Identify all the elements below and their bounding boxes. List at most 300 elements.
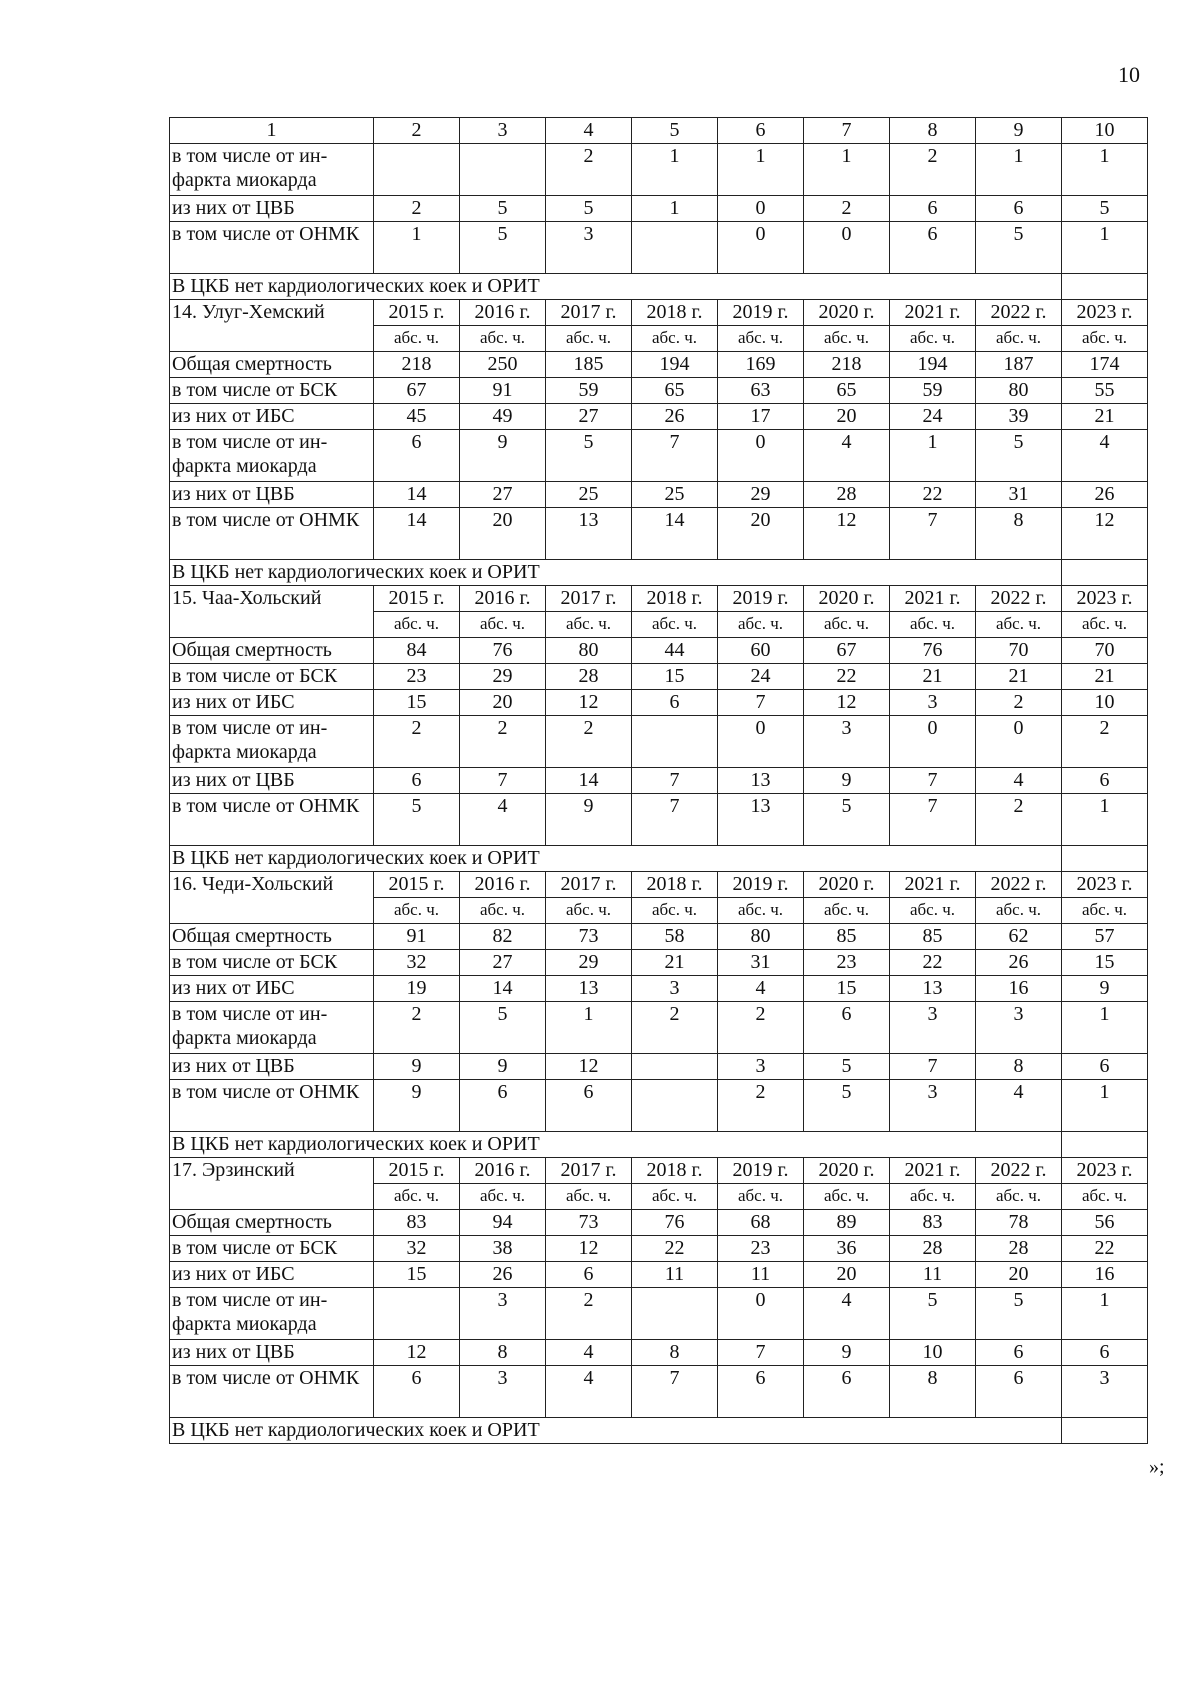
value-cell: 16 [976, 976, 1062, 1002]
value-cell: 29 [718, 482, 804, 508]
row-label: Общая смертность [170, 638, 374, 664]
value-cell: 2 [546, 144, 632, 196]
unit-cell: абс. ч. [460, 612, 546, 638]
value-cell: 27 [460, 482, 546, 508]
table-row [170, 196, 1148, 222]
value-cell: 8 [460, 1340, 546, 1366]
value-cell [460, 144, 546, 196]
year-cell: 2017 г. [546, 300, 632, 326]
value-cell: 13 [718, 768, 804, 794]
value-cell: 20 [976, 1262, 1062, 1288]
value-cell: 1 [1062, 1080, 1148, 1132]
year-cell: 2015 г. [374, 1158, 460, 1184]
value-cell: 73 [546, 924, 632, 950]
value-cell: 11 [890, 1262, 976, 1288]
value-cell: 0 [890, 716, 976, 768]
unit-cell: абс. ч. [890, 898, 976, 924]
value-cell: 70 [976, 638, 1062, 664]
year-cell: 2020 г. [804, 872, 890, 898]
value-cell: 49 [460, 404, 546, 430]
year-cell: 2015 г. [374, 872, 460, 898]
row-label: в том числе от БСК [170, 378, 374, 404]
value-cell: 194 [632, 352, 718, 378]
value-cell: 5 [460, 196, 546, 222]
unit-cell: абс. ч. [976, 1184, 1062, 1210]
value-cell: 9 [374, 1080, 460, 1132]
unit-cell: абс. ч. [460, 1184, 546, 1210]
value-cell: 68 [718, 1210, 804, 1236]
year-cell: 2019 г. [718, 1158, 804, 1184]
value-cell: 5 [976, 1288, 1062, 1340]
year-cell: 2021 г. [890, 300, 976, 326]
value-cell: 9 [1062, 976, 1148, 1002]
value-cell: 28 [804, 482, 890, 508]
value-cell: 89 [804, 1210, 890, 1236]
year-cell: 2023 г. [1062, 872, 1148, 898]
value-cell: 7 [890, 768, 976, 794]
value-cell: 185 [546, 352, 632, 378]
value-cell: 26 [1062, 482, 1148, 508]
value-cell: 4 [804, 430, 890, 482]
table-row [170, 1002, 1148, 1054]
year-cell: 2016 г. [460, 872, 546, 898]
row-label: в том числе от ОНМК [170, 1366, 374, 1418]
value-cell: 169 [718, 352, 804, 378]
unit-cell: абс. ч. [546, 1184, 632, 1210]
row-label: в том числе от ин-фаркта миокарда [170, 1288, 374, 1340]
row-label: из них от ЦВБ [170, 196, 374, 222]
value-cell: 20 [718, 508, 804, 560]
value-cell: 6 [976, 196, 1062, 222]
year-cell: 2022 г. [976, 586, 1062, 612]
value-cell: 2 [546, 716, 632, 768]
value-cell: 15 [1062, 950, 1148, 976]
value-cell: 26 [976, 950, 1062, 976]
value-cell: 9 [804, 768, 890, 794]
value-cell: 38 [460, 1236, 546, 1262]
column-number-row [170, 118, 1148, 144]
value-cell: 91 [374, 924, 460, 950]
year-cell: 2022 г. [976, 1158, 1062, 1184]
column-number-cell: 6 [718, 118, 804, 144]
value-cell: 27 [460, 950, 546, 976]
value-cell: 3 [1062, 1366, 1148, 1418]
column-number-cell: 4 [546, 118, 632, 144]
value-cell: 5 [460, 222, 546, 274]
year-cell: 2023 г. [1062, 1158, 1148, 1184]
unit-cell: абс. ч. [718, 898, 804, 924]
row-label: в том числе от ОНМК [170, 222, 374, 274]
value-cell: 14 [632, 508, 718, 560]
value-cell: 56 [1062, 1210, 1148, 1236]
value-cell: 6 [1062, 768, 1148, 794]
value-cell: 58 [632, 924, 718, 950]
table-row [170, 716, 1148, 768]
region-header-row [170, 872, 1148, 898]
value-cell: 7 [718, 1340, 804, 1366]
value-cell: 6 [804, 1002, 890, 1054]
value-cell [632, 1054, 718, 1080]
value-cell: 13 [890, 976, 976, 1002]
value-cell: 6 [976, 1340, 1062, 1366]
value-cell: 6 [374, 768, 460, 794]
table-row [170, 638, 1148, 664]
value-cell: 3 [546, 222, 632, 274]
value-cell: 5 [804, 794, 890, 846]
unit-cell: абс. ч. [976, 898, 1062, 924]
year-cell: 2020 г. [804, 300, 890, 326]
value-cell: 1 [1062, 1002, 1148, 1054]
value-cell: 11 [718, 1262, 804, 1288]
row-label: в том числе от ОНМК [170, 1080, 374, 1132]
value-cell: 10 [1062, 690, 1148, 716]
value-cell: 23 [804, 950, 890, 976]
year-cell: 2017 г. [546, 586, 632, 612]
year-cell: 2019 г. [718, 586, 804, 612]
unit-cell: абс. ч. [890, 1184, 976, 1210]
unit-cell: абс. ч. [1062, 898, 1148, 924]
value-cell [632, 222, 718, 274]
row-label: в том числе от БСК [170, 1236, 374, 1262]
value-cell: 5 [374, 794, 460, 846]
table-row [170, 404, 1148, 430]
value-cell: 2 [1062, 716, 1148, 768]
empty-cell [1062, 846, 1148, 872]
value-cell: 5 [546, 196, 632, 222]
table-row [170, 508, 1148, 560]
value-cell: 7 [460, 768, 546, 794]
unit-cell: абс. ч. [890, 612, 976, 638]
unit-cell: абс. ч. [718, 612, 804, 638]
value-cell: 15 [632, 664, 718, 690]
table-row [170, 1210, 1148, 1236]
value-cell: 12 [546, 1236, 632, 1262]
table-row [170, 1262, 1148, 1288]
value-cell: 70 [1062, 638, 1148, 664]
column-number-cell: 1 [170, 118, 374, 144]
unit-cell: абс. ч. [890, 326, 976, 352]
year-cell: 2016 г. [460, 586, 546, 612]
row-label: в том числе от ин-фаркта миокарда [170, 716, 374, 768]
unit-cell: абс. ч. [718, 1184, 804, 1210]
row-label: в том числе от БСК [170, 664, 374, 690]
table-row [170, 794, 1148, 846]
table-row [170, 430, 1148, 482]
value-cell: 62 [976, 924, 1062, 950]
note-row [170, 1418, 1148, 1444]
unit-cell: абс. ч. [976, 326, 1062, 352]
value-cell: 21 [1062, 664, 1148, 690]
row-label: из них от ЦВБ [170, 1340, 374, 1366]
year-cell: 2018 г. [632, 1158, 718, 1184]
value-cell: 3 [890, 690, 976, 716]
value-cell: 14 [374, 508, 460, 560]
column-number-cell: 10 [1062, 118, 1148, 144]
table-row [170, 690, 1148, 716]
value-cell: 1 [632, 144, 718, 196]
table-row [170, 1366, 1148, 1418]
value-cell: 15 [804, 976, 890, 1002]
column-number-cell: 7 [804, 118, 890, 144]
unit-cell: абс. ч. [632, 612, 718, 638]
value-cell: 12 [804, 690, 890, 716]
value-cell: 11 [632, 1262, 718, 1288]
unit-cell: абс. ч. [546, 326, 632, 352]
value-cell: 73 [546, 1210, 632, 1236]
value-cell: 45 [374, 404, 460, 430]
year-cell: 2023 г. [1062, 586, 1148, 612]
empty-cell [1062, 1132, 1148, 1158]
value-cell: 0 [804, 222, 890, 274]
value-cell: 20 [804, 404, 890, 430]
value-cell: 5 [546, 430, 632, 482]
value-cell: 3 [460, 1288, 546, 1340]
value-cell: 14 [546, 768, 632, 794]
value-cell: 31 [976, 482, 1062, 508]
row-label: из них от ИБС [170, 404, 374, 430]
year-cell: 2020 г. [804, 586, 890, 612]
value-cell [632, 1080, 718, 1132]
value-cell: 83 [374, 1210, 460, 1236]
year-cell: 2016 г. [460, 1158, 546, 1184]
value-cell: 26 [632, 404, 718, 430]
table-row [170, 1236, 1148, 1262]
row-label: в том числе от ин-фаркта миокарда [170, 144, 374, 196]
table-row [170, 144, 1148, 196]
mortality-table [169, 117, 1148, 1444]
value-cell: 2 [632, 1002, 718, 1054]
value-cell: 9 [804, 1340, 890, 1366]
value-cell: 94 [460, 1210, 546, 1236]
unit-cell: абс. ч. [546, 898, 632, 924]
row-label: из них от ЦВБ [170, 1054, 374, 1080]
value-cell: 22 [632, 1236, 718, 1262]
value-cell: 6 [1062, 1054, 1148, 1080]
value-cell: 2 [976, 690, 1062, 716]
value-cell: 14 [374, 482, 460, 508]
value-cell [632, 716, 718, 768]
value-cell: 1 [1062, 222, 1148, 274]
unit-cell: абс. ч. [976, 612, 1062, 638]
value-cell: 31 [718, 950, 804, 976]
value-cell: 3 [976, 1002, 1062, 1054]
value-cell: 5 [804, 1054, 890, 1080]
value-cell: 2 [546, 1288, 632, 1340]
value-cell: 13 [546, 508, 632, 560]
value-cell: 16 [1062, 1262, 1148, 1288]
value-cell: 5 [1062, 196, 1148, 222]
table-row [170, 950, 1148, 976]
value-cell: 55 [1062, 378, 1148, 404]
value-cell: 1 [718, 144, 804, 196]
value-cell: 1 [632, 196, 718, 222]
value-cell: 60 [718, 638, 804, 664]
value-cell: 9 [546, 794, 632, 846]
value-cell: 26 [460, 1262, 546, 1288]
value-cell: 15 [374, 690, 460, 716]
unit-cell: абс. ч. [632, 326, 718, 352]
value-cell: 27 [546, 404, 632, 430]
row-label: в том числе от ОНМК [170, 794, 374, 846]
value-cell: 28 [976, 1236, 1062, 1262]
value-cell: 65 [804, 378, 890, 404]
table-row [170, 352, 1148, 378]
value-cell: 2 [374, 1002, 460, 1054]
region-title: 15. Чаа-Хольский [170, 586, 374, 638]
value-cell: 24 [718, 664, 804, 690]
value-cell: 13 [718, 794, 804, 846]
value-cell: 85 [890, 924, 976, 950]
unit-cell: абс. ч. [460, 898, 546, 924]
value-cell: 12 [546, 1054, 632, 1080]
table-row [170, 1054, 1148, 1080]
value-cell: 6 [890, 222, 976, 274]
value-cell: 36 [804, 1236, 890, 1262]
value-cell: 3 [890, 1002, 976, 1054]
row-label: Общая смертность [170, 352, 374, 378]
value-cell: 67 [804, 638, 890, 664]
year-cell: 2023 г. [1062, 300, 1148, 326]
value-cell: 6 [374, 1366, 460, 1418]
value-cell: 6 [460, 1080, 546, 1132]
value-cell: 2 [804, 196, 890, 222]
value-cell: 2 [374, 716, 460, 768]
value-cell: 80 [546, 638, 632, 664]
row-label: из них от ЦВБ [170, 482, 374, 508]
value-cell: 22 [1062, 1236, 1148, 1262]
value-cell: 2 [460, 716, 546, 768]
value-cell: 17 [718, 404, 804, 430]
year-cell: 2021 г. [890, 872, 976, 898]
column-number-cell: 5 [632, 118, 718, 144]
table-row [170, 1080, 1148, 1132]
value-cell: 8 [976, 1054, 1062, 1080]
value-cell: 20 [460, 690, 546, 716]
column-number-cell: 3 [460, 118, 546, 144]
value-cell: 28 [546, 664, 632, 690]
value-cell: 25 [546, 482, 632, 508]
value-cell: 84 [374, 638, 460, 664]
empty-cell [1062, 560, 1148, 586]
value-cell: 12 [374, 1340, 460, 1366]
value-cell: 0 [718, 1288, 804, 1340]
value-cell: 5 [976, 430, 1062, 482]
value-cell: 9 [460, 1054, 546, 1080]
value-cell: 22 [890, 950, 976, 976]
value-cell: 3 [804, 716, 890, 768]
value-cell: 2 [374, 196, 460, 222]
unit-cell: абс. ч. [804, 1184, 890, 1210]
value-cell: 15 [374, 1262, 460, 1288]
year-cell: 2016 г. [460, 300, 546, 326]
year-cell: 2018 г. [632, 872, 718, 898]
value-cell: 0 [976, 716, 1062, 768]
unit-cell: абс. ч. [374, 612, 460, 638]
value-cell: 21 [632, 950, 718, 976]
region-header-row [170, 1158, 1148, 1184]
value-cell: 7 [890, 508, 976, 560]
row-label: из них от ИБС [170, 690, 374, 716]
value-cell [632, 1288, 718, 1340]
value-cell: 14 [460, 976, 546, 1002]
value-cell: 5 [460, 1002, 546, 1054]
value-cell: 9 [460, 430, 546, 482]
unit-cell: абс. ч. [632, 898, 718, 924]
row-label: в том числе от ин-фаркта миокарда [170, 430, 374, 482]
value-cell: 23 [718, 1236, 804, 1262]
value-cell: 4 [718, 976, 804, 1002]
value-cell: 1 [976, 144, 1062, 196]
value-cell: 29 [546, 950, 632, 976]
value-cell: 10 [890, 1340, 976, 1366]
unit-cell: абс. ч. [1062, 326, 1148, 352]
note-cell: В ЦКБ нет кардиологических коек и ОРИТ [170, 274, 1062, 300]
value-cell: 0 [718, 196, 804, 222]
year-cell: 2018 г. [632, 300, 718, 326]
value-cell: 67 [374, 378, 460, 404]
table-row [170, 924, 1148, 950]
value-cell: 24 [890, 404, 976, 430]
value-cell: 8 [632, 1340, 718, 1366]
unit-cell: абс. ч. [374, 1184, 460, 1210]
value-cell: 32 [374, 1236, 460, 1262]
row-label: в том числе от БСК [170, 950, 374, 976]
value-cell: 194 [890, 352, 976, 378]
year-cell: 2015 г. [374, 300, 460, 326]
year-cell: 2018 г. [632, 586, 718, 612]
closing-mark: »; [1149, 1456, 1165, 1478]
column-number-cell: 8 [890, 118, 976, 144]
value-cell: 63 [718, 378, 804, 404]
value-cell: 7 [890, 1054, 976, 1080]
value-cell: 2 [718, 1080, 804, 1132]
value-cell: 3 [460, 1366, 546, 1418]
note-row [170, 560, 1148, 586]
value-cell: 7 [632, 430, 718, 482]
value-cell: 59 [890, 378, 976, 404]
value-cell: 218 [804, 352, 890, 378]
unit-cell: абс. ч. [374, 898, 460, 924]
value-cell: 76 [890, 638, 976, 664]
note-row [170, 846, 1148, 872]
value-cell: 6 [632, 690, 718, 716]
value-cell: 218 [374, 352, 460, 378]
year-cell: 2020 г. [804, 1158, 890, 1184]
region-header-row [170, 300, 1148, 326]
row-label: из них от ИБС [170, 1262, 374, 1288]
region-title: 14. Улуг-Хемский [170, 300, 374, 352]
table-row [170, 664, 1148, 690]
region-header-row [170, 586, 1148, 612]
year-cell: 2021 г. [890, 586, 976, 612]
value-cell: 6 [804, 1366, 890, 1418]
year-cell: 2022 г. [976, 300, 1062, 326]
unit-cell: абс. ч. [804, 898, 890, 924]
value-cell: 4 [976, 1080, 1062, 1132]
year-cell: 2015 г. [374, 586, 460, 612]
note-row [170, 274, 1148, 300]
value-cell: 1 [546, 1002, 632, 1054]
note-row [170, 1132, 1148, 1158]
value-cell: 1 [1062, 144, 1148, 196]
unit-cell: абс. ч. [804, 326, 890, 352]
unit-cell: абс. ч. [804, 612, 890, 638]
row-label: из них от ИБС [170, 976, 374, 1002]
value-cell: 5 [804, 1080, 890, 1132]
value-cell: 8 [890, 1366, 976, 1418]
value-cell: 22 [890, 482, 976, 508]
value-cell: 1 [890, 430, 976, 482]
